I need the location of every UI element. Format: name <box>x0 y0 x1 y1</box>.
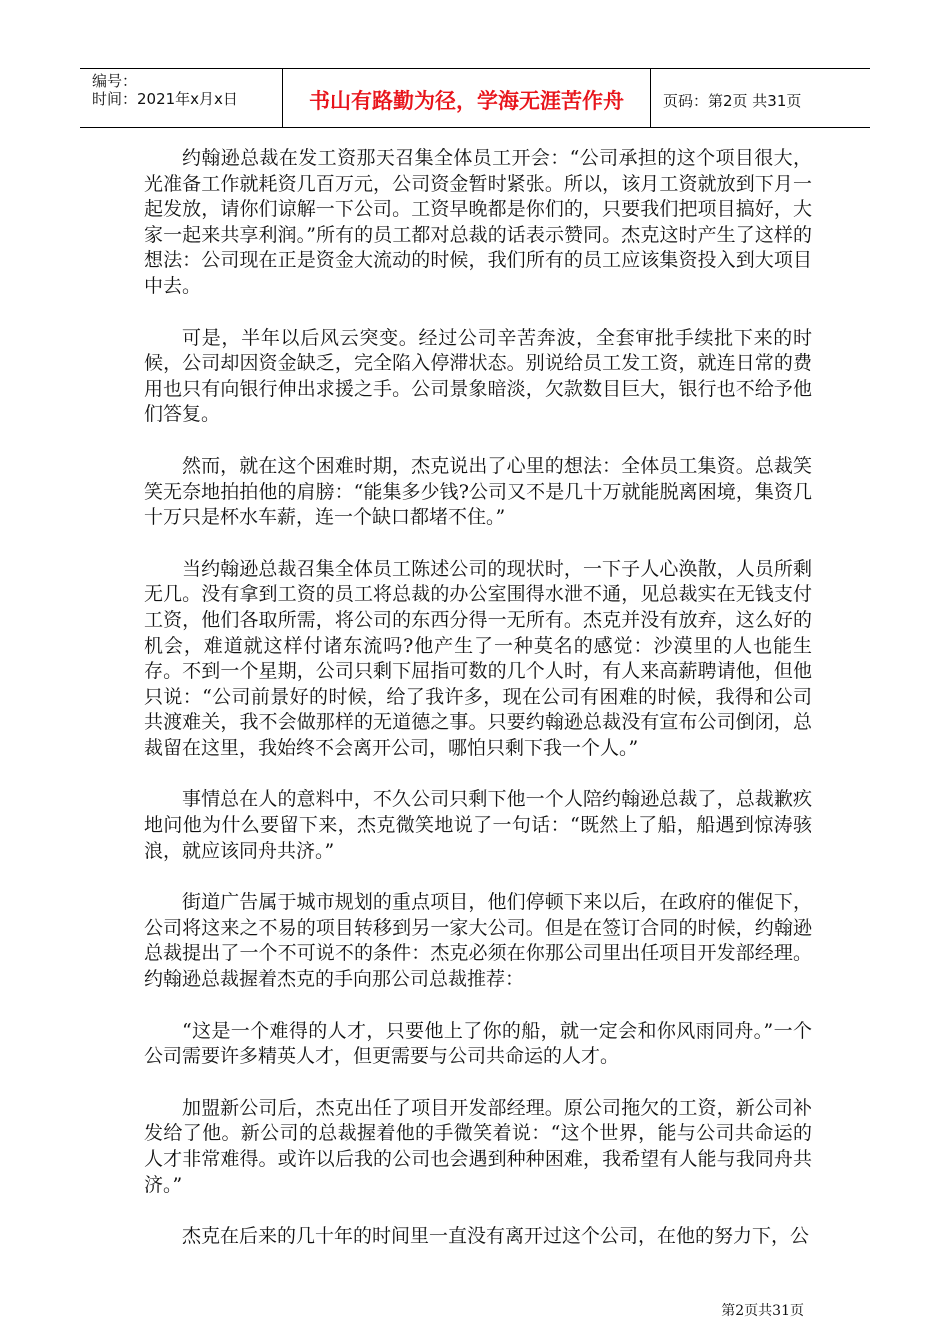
page-header <box>80 68 870 128</box>
paragraph: 街道广告属于城市规划的重点项目，他们停顿下来以后，在政府的催促下，公司将这来之不易的项目转移到另一家大公司。但是在签订合同的时候，约翰逊总裁提出了一个不可说不的条件：杰克必须在你那公司里出任项目开发部经理。约翰逊总裁握着杰克的手向那公司总裁推荐： <box>144 891 812 991</box>
paragraph: 约翰逊总裁在发工资那天召集全体员工开会：“公司承担的这个项目很大，光准备工作就耗资几百万元，公司资金暂时紧张。所以，该月工资就放到下月一起发放，请你们谅解一下公司。工资早晚都是你们的，只要我们把项目搞好，大家一起来共享利润。”所有的员工都对总裁的话表示赞同。杰克这时产生了这样的想法：公司现在正是资金大流动的时候，我们所有的员工应该集资投入到大项目中去。 <box>144 147 812 297</box>
paragraph: 当约翰逊总裁召集全体员工陈述公司的现状时，一下子人心涣散，人员所剩无几。没有拿到工资的员工将总裁的办公室围得水泄不通，见总裁实在无钱支付工资，他们各取所需，将公司的东西分得一无所有。杰克并没有放弃，这么好的机会，难道就这样付诸东流吗?他产生了一种莫名的感觉：沙漠里的人也能生存。不到一个星期，公司只剩下屈指可数的几个人时，有人来高薪聘请他，但他只说：“公司前景好的时候，给了我许多，现在公司有困难的时候，我得和公司共渡难关，我不会做那样的无道德之事。只要约翰逊总裁没有宣布公司倒闭，总裁留在这里，我始终不会离开公司，哪怕只剩下我一个人。” <box>144 557 812 759</box>
paragraph: “这是一个难得的人才，只要他上了你的船，就一定会和你风雨同舟。”一个公司需要许多精英人才，但更需要与公司共命运的人才。 <box>144 1019 812 1068</box>
document-body <box>144 146 812 1276</box>
paragraph: 杰克在后来的几十年的时间里一直没有离开过这个公司，在他的努力下，公 <box>182 1225 810 1248</box>
document-number-label: 编号： <box>92 72 138 90</box>
paragraph: 然而，就在这个困难时期，杰克说出了心里的想法：全体员工集资。总裁笑笑无奈地拍拍他的肩膀：“能集多少钱?公司又不是几十万就能脱离困境，集资几十万只是杯水车薪，连一个缺口都堵不住。” <box>144 454 812 529</box>
page-footer: 第2页共31页 <box>721 1303 804 1319</box>
header-meta <box>80 69 283 127</box>
paragraph: 加盟新公司后，杰克出任了项目开发部经理。原公司拖欠的工资，新公司补发给了他。新公司的总裁握着他的手微笑着说：“这个世界，能与公司共命运的人才非常难得。或许以后我的公司也会遇到种种困难，我希望有人能与我同舟共济。” <box>144 1096 812 1196</box>
paragraph: 事情总在人的意料中，不久公司只剩下他一个人陪约翰逊总裁了，总裁歉疚地问他为什么要留下来，杰克微笑地说了一句话：“既然上了船，船遇到惊涛骇浪，就应该同舟共济。” <box>144 788 812 862</box>
header-motto: 书山有路勤为径，学海无涯苦作舟 <box>283 69 651 127</box>
paragraph: 可是，半年以后风云突变。经过公司辛苦奔波，全套审批手续批下来的时候，公司却因资金缺乏，完全陷入停滞状态。别说给员工发工资，就连日常的费用也只有向银行伸出求援之手。公司景象暗淡，欠款数目巨大，银行也不给予他们答复。 <box>144 326 812 426</box>
header-page-number: 页码：第2页 共31页 <box>663 91 802 110</box>
document-date: 时间：2021年x月x日 <box>92 90 238 108</box>
